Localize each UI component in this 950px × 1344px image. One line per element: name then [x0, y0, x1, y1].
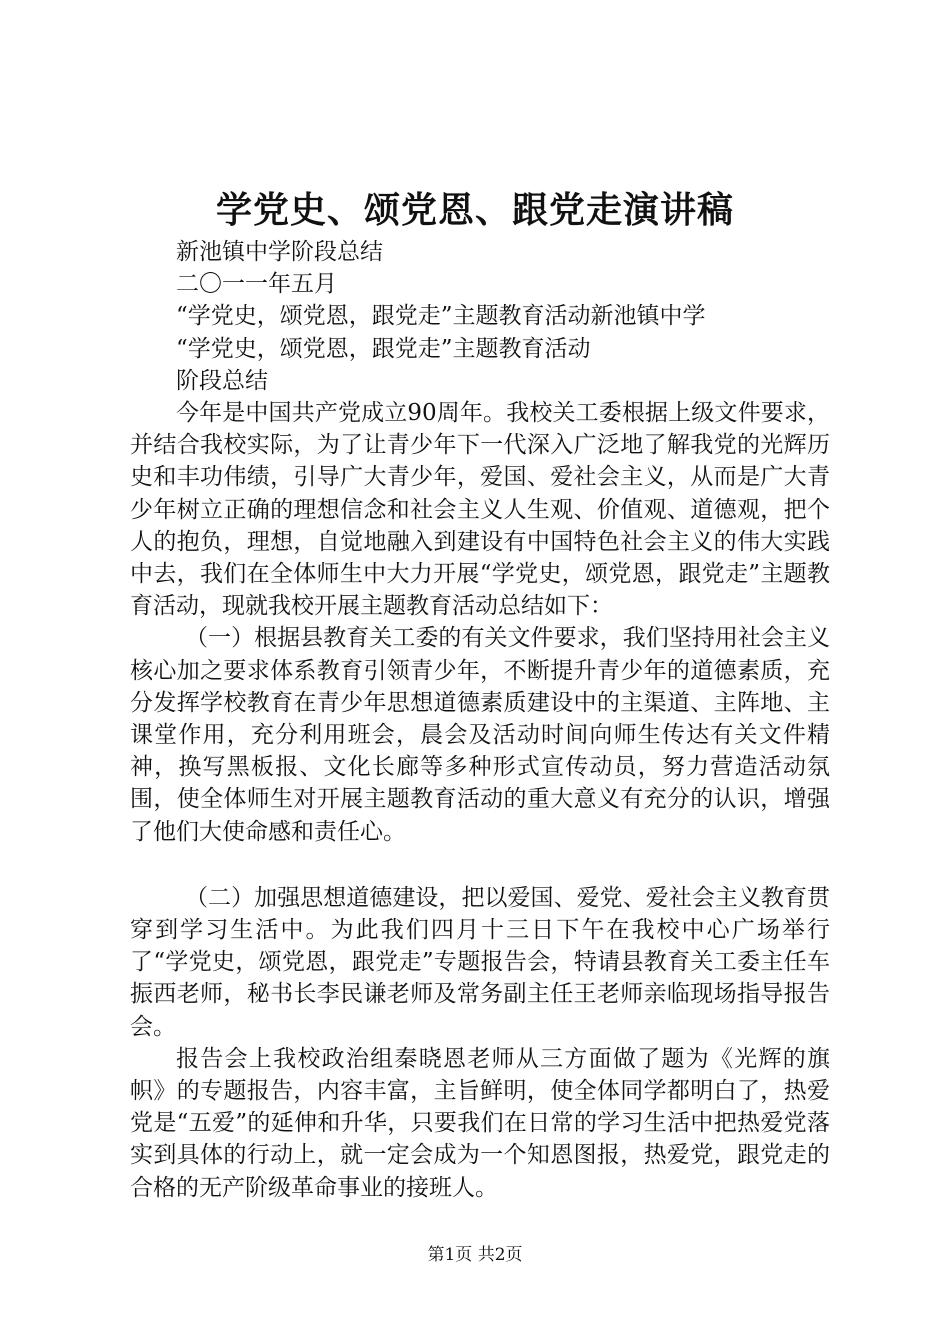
paragraph-section-one: （一）根据县教育关工委的有关文件要求，我们坚持用社会主义核心加之要求体系教育引领青少年，不断提升青少年的道德素质，充分发挥学校教育在青少年思想道德素质建设中的主渠道、主阵地、主课堂作用，充分利用班会，晨会及活动时间向师生传达有关文件精神，换写黑板报、文化长廊等多种形式宣传动员，努力营造活动氛围，使全体师生对开展主题教育活动的重大意义有充分的认识，增强了他们大使命感和责任心。: [130, 625, 830, 845]
paragraph-spacer: [130, 848, 830, 882]
paragraph-section-two: （二）加强思想道德建设，把以爱国、爱党、爱社会主义教育贯穿到学习生活中。为此我们四月十三日下午在我校中心广场举行了“学党史，颂党恩，跟党走”专题报告会，特请县教育关工委主任车振西老师，秘书长李民谦老师及常务副主任王老师亲临现场指导报告会。: [130, 884, 830, 1040]
page-footer: 第1页 共2页: [427, 1245, 523, 1265]
header-line-summary: 阶段总结: [176, 367, 268, 394]
document-body: [130, 236, 830, 1204]
header-line-activity-school: “学党史，颂党恩，跟党走”主题教育活动新池镇中学: [176, 303, 706, 330]
header-line-activity: “学党史，颂党恩，跟党走”主题教育活动: [176, 335, 591, 362]
page-title: 学党史、颂党恩、跟党走演讲稿: [215, 189, 734, 231]
header-line-date: 二〇一一年五月: [176, 271, 337, 298]
paragraph-intro: 今年是中国共产党成立90周年。我校关工委根据上级文件要求，并结合我校实际，为了让青少年下一代深入广泛地了解我党的光辉历史和丰功伟绩，引导广大青少年，爱国、爱社会主义，从而是广大青少年树立正确的理想信念和社会主义人生观、价值观、道德观，把个人的抱负，理想，自觉地融入到建设有中国特色社会主义的伟大实践中去，我们在全体师生中大力开展“学党史，颂党恩，跟党走”主题教育活动，现就我校开展主题教育活动总结如下：: [130, 400, 830, 620]
header-line-school: 新池镇中学阶段总结: [176, 239, 383, 265]
paragraph-report: 报告会上我校政治组秦晓恩老师从三方面做了题为《光辉的旗帜》的专题报告，内容丰富，主旨鲜明，使全体同学都明白了，热爱党是“五爱”的延伸和升华，只要我们在日常的学习生活中把热爱党落实到具体的行动上，就一定会成为一个知恩图报，热爱党，跟党走的合格的无产阶级革命事业的接班人。: [130, 1045, 830, 1201]
